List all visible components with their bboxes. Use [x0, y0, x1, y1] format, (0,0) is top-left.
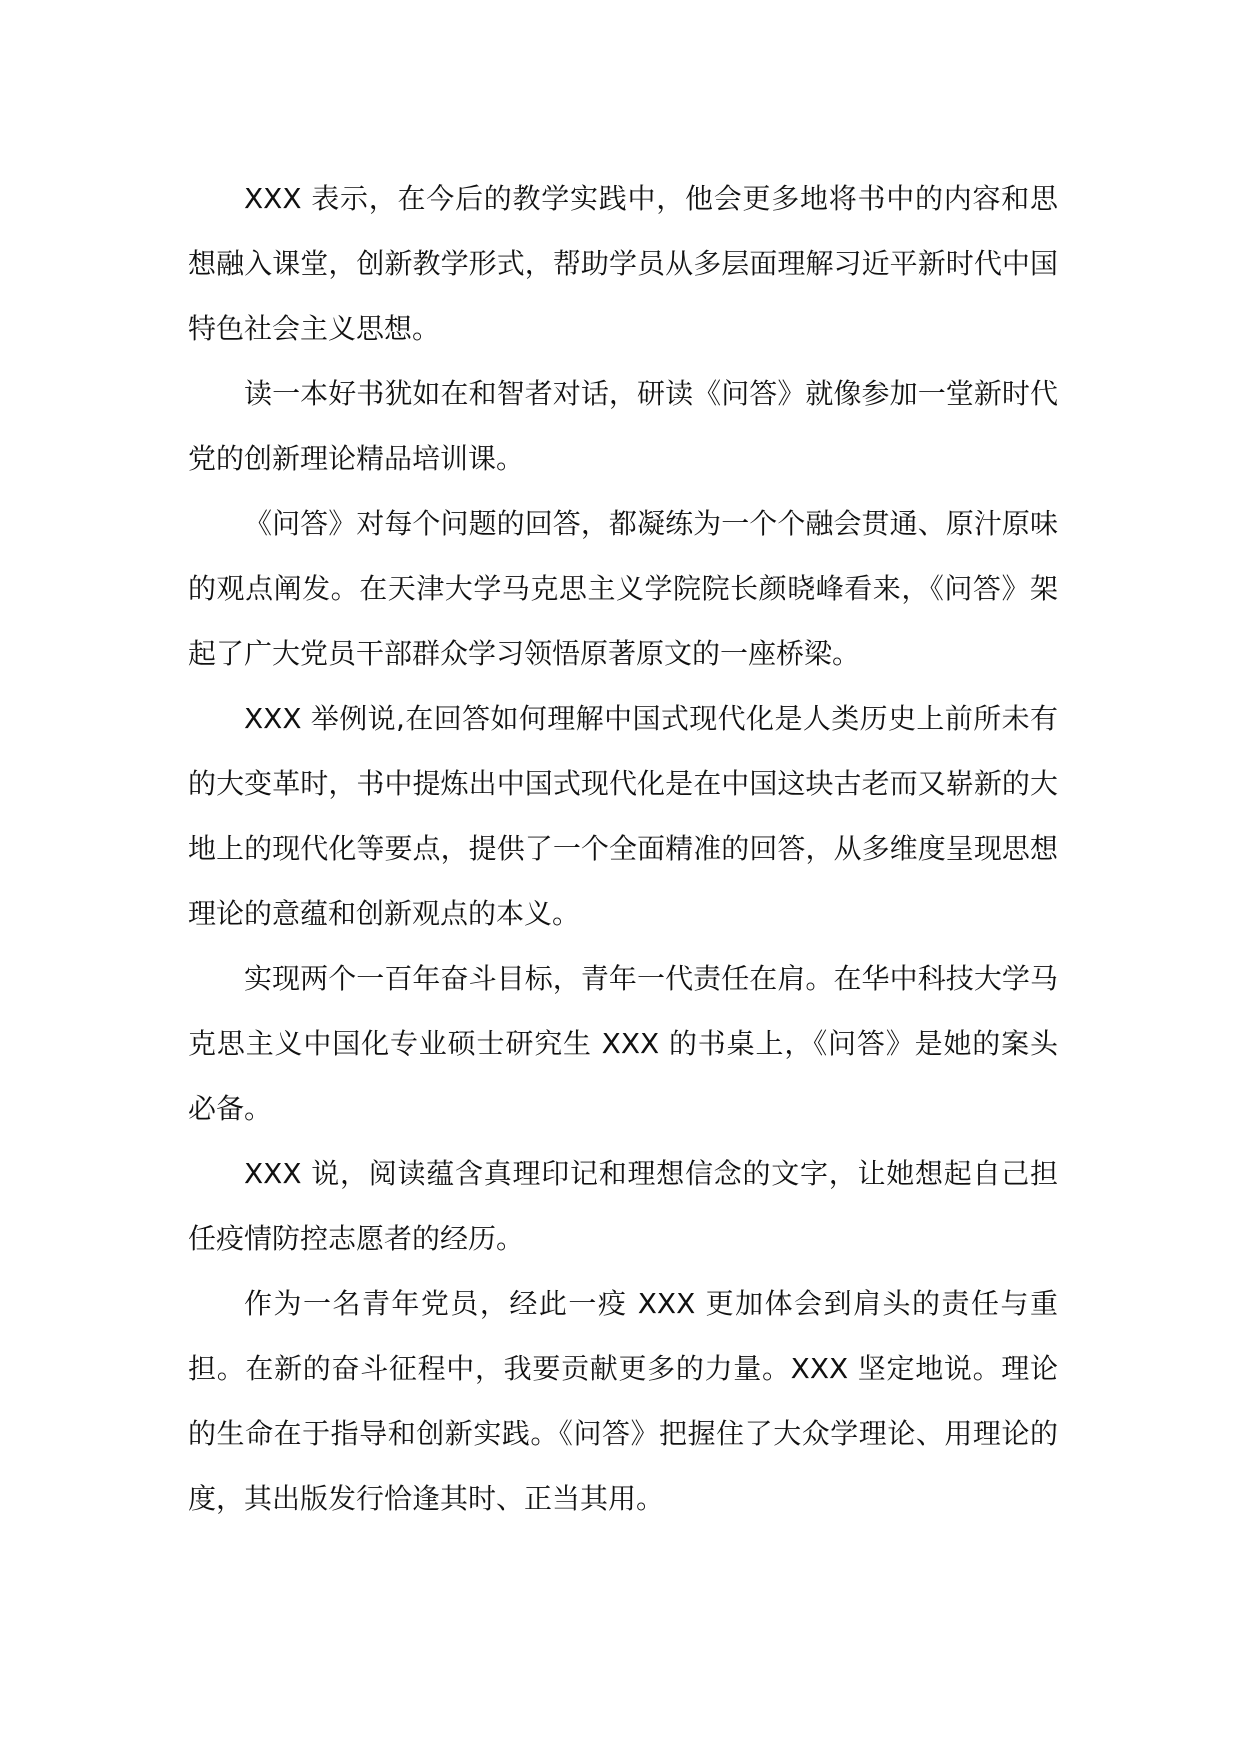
paragraph-7: 作为一名青年党员，经此一疫 XXX 更加体会到肩头的责任与重担。在新的奋斗征程中，我要贡献更多的力量。XXX 坚定地说。理论的生命在于指导和创新实践。《问答》把握住了大众学理论、用理论的度，其出版发行恰逢其时、正当其用。 [188, 1287, 1058, 1515]
paragraph-5: 实现两个一百年奋斗目标，青年一代责任在肩。在华中科技大学马克思主义中国化专业硕士研究生 XXX 的书桌上，《问答》是她的案头必备。 [188, 962, 1058, 1125]
paragraph-6: XXX 说，阅读蕴含真理印记和理想信念的文字，让她想起自己担任疫情防控志愿者的经历。 [188, 1157, 1058, 1255]
paragraph-1: XXX 表示，在今后的教学实践中，他会更多地将书中的内容和思想融入课堂，创新教学形式，帮助学员从多层面理解习近平新时代中国特色社会主义思想。 [188, 182, 1058, 345]
document-body [188, 166, 1058, 1531]
paragraph-4: XXX 举例说,在回答如何理解中国式现代化是人类历史上前所未有的大变革时，书中提炼出中国式现代化是在中国这块古老而又崭新的大地上的现代化等要点，提供了一个全面精准的回答，从多维度呈现思想理论的意蕴和创新观点的本义。 [188, 702, 1058, 930]
paragraph-2: 读一本好书犹如在和智者对话，研读《问答》就像参加一堂新时代党的创新理论精品培训课。 [188, 377, 1058, 475]
paragraph-3: 《问答》对每个问题的回答，都凝练为一个个融会贯通、原汁原味的观点阐发。在天津大学马克思主义学院院长颜晓峰看来，《问答》架起了广大党员干部群众学习领悟原著原文的一座桥梁。 [188, 507, 1058, 670]
